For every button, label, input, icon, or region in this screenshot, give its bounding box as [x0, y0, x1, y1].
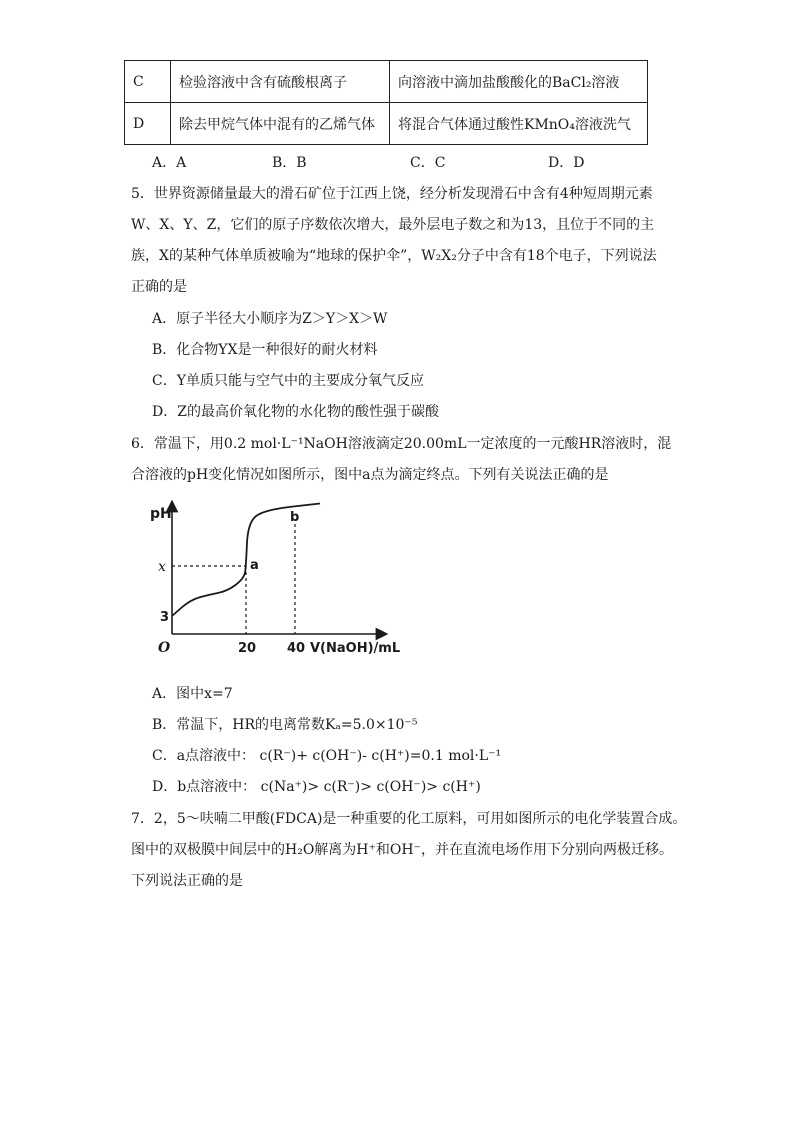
q5-option-d: D．Z的最高价氧化物的水化物的酸性强于碳酸	[152, 404, 439, 420]
y-tick-x: x	[158, 559, 166, 575]
row-purpose: 除去甲烷气体中混有的乙烯气体	[171, 103, 390, 145]
options-table	[124, 60, 648, 145]
q6-stem-line: 合溶液的pH变化情况如图所示，图中a点为滴定终点。下列有关说法正确的是	[131, 467, 609, 483]
table-row	[125, 103, 648, 145]
q6-option-a: A．图中x=7	[152, 686, 233, 702]
q7-stem-line: 7．2，5～呋喃二甲酸(FDCA)是一种重要的化工原料，可用如图所示的电化学装置合成。	[131, 811, 687, 827]
row-label: C	[125, 61, 171, 103]
q7-stem-line: 图中的双极膜中间层中的H₂O解离为H⁺和OH⁻，并在直流电场作用下分别向两极迁移。	[131, 842, 673, 858]
q4-option-a: A．A	[152, 155, 187, 171]
q5-stem-line: W、X、Y、Z，它们的原子序数依次增大，最外层电子数之和为13，且位于不同的主	[131, 217, 655, 233]
row-label: D	[125, 103, 171, 145]
q6-option-b: B．常温下，HR的电离常数Kₐ=5.0×10⁻⁵	[152, 717, 418, 733]
q5-option-c: C．Y单质只能与空气中的主要成分氧气反应	[152, 373, 424, 389]
q6-option-c: C．a点溶液中： c(R⁻)+ c(OH⁻)- c(H⁺)=0.1 mol·L⁻¹	[152, 748, 502, 764]
y-tick-3: 3	[160, 610, 170, 625]
q7-stem-line: 下列说法正确的是	[131, 873, 243, 889]
q4-option-c: C．C	[410, 155, 446, 171]
titration-chart	[150, 496, 410, 661]
table-row	[125, 61, 648, 103]
origin-label: O	[158, 640, 171, 656]
point-a-label: a	[250, 558, 259, 573]
row-method: 向溶液中滴加盐酸酸化的BaCl₂溶液	[390, 61, 648, 103]
x-axis-label: V(NaOH)/mL	[310, 641, 401, 656]
x-tick-40: 40	[287, 641, 306, 656]
q5-option-a: A．原子半径大小顺序为Z＞Y＞X＞W	[152, 311, 388, 327]
q6-stem-line: 6．常温下，用0.2 mol·L⁻¹NaOH溶液滴定20.00mL一定浓度的一元酸HR溶液时，混	[131, 436, 672, 452]
y-axis-label: pH	[150, 506, 172, 522]
q5-stem-line: 5．世界资源储量最大的滑石矿位于江西上饶，经分析发现滑石中含有4种短周期元素	[131, 186, 653, 202]
q5-stem-line: 族，X的某种气体单质被喻为“地球的保护伞”，W₂X₂分子中含有18个电子，下列说法	[131, 248, 657, 264]
q4-option-b: B．B	[272, 155, 307, 171]
q6-option-d: D．b点溶液中： c(Na⁺)> c(R⁻)> c(OH⁻)> c(H⁺)	[152, 779, 481, 795]
x-tick-20: 20	[238, 641, 257, 656]
point-b-label: b	[290, 510, 300, 525]
q5-option-b: B．化合物YX是一种很好的耐火材料	[152, 342, 378, 358]
q5-stem-line: 正确的是	[131, 279, 187, 295]
row-method: 将混合气体通过酸性KMnO₄溶液洗气	[390, 103, 648, 145]
q4-option-d: D．D	[548, 155, 585, 171]
row-purpose: 检验溶液中含有硫酸根离子	[171, 61, 390, 103]
